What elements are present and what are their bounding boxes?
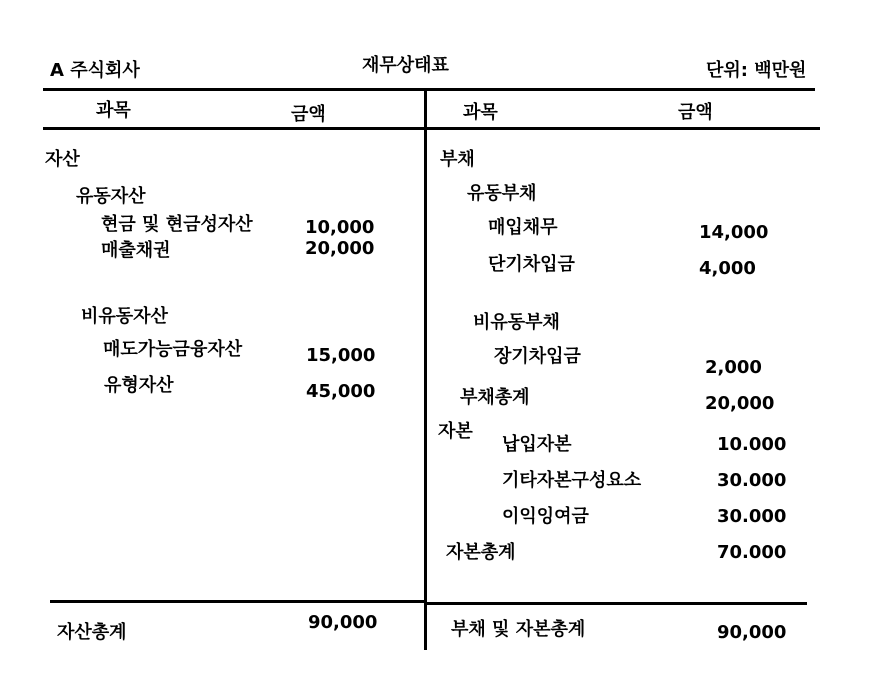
- total-liabilities-label: 부채총계: [460, 387, 530, 408]
- left-account-header: 과목: [96, 100, 131, 121]
- center-divider: [424, 90, 427, 650]
- equity-item-amount: 10.000: [717, 434, 787, 455]
- total-equity-label: 자본총계: [446, 542, 516, 563]
- total-assets-label: 자산총계: [57, 622, 127, 643]
- equity-item-amount: 30.000: [717, 506, 787, 527]
- liability-item-amount: 14,000: [699, 222, 769, 243]
- asset-item-amount: 45,000: [306, 381, 376, 402]
- noncurrent-liabilities-heading: 비유동부채: [473, 312, 560, 333]
- top-rule: [43, 88, 815, 91]
- liability-item-amount: 2,000: [705, 357, 762, 378]
- equity-heading: 자본: [438, 421, 473, 442]
- current-assets-heading: 유동자산: [76, 186, 146, 207]
- grand-total-amount: 90,000: [717, 622, 787, 643]
- total-equity-amount: 70.000: [717, 542, 787, 563]
- liabilities-heading: 부채: [440, 149, 475, 170]
- header-rule: [43, 127, 820, 130]
- total-assets-amount: 90,000: [308, 612, 378, 633]
- assets-heading: 자산: [45, 149, 80, 170]
- liability-item-amount: 4,000: [699, 258, 756, 279]
- liability-item-name: 단기차입금: [488, 254, 575, 275]
- unit-label: 단위: 백만원: [706, 60, 807, 81]
- equity-item-name: 이익잉여금: [502, 506, 589, 527]
- right-amount-header: 금액: [678, 102, 713, 123]
- liability-item-name: 장기차입금: [494, 346, 581, 367]
- asset-item-name: 매도가능금융자산: [103, 339, 243, 360]
- asset-item-name: 현금 및 현금성자산: [101, 214, 253, 235]
- right-account-header: 과목: [463, 102, 498, 123]
- noncurrent-assets-heading: 비유동자산: [81, 306, 168, 327]
- total-rule-left: [50, 600, 424, 603]
- grand-total-label: 부채 및 자본총계: [451, 619, 586, 640]
- asset-item-amount: 15,000: [306, 345, 376, 366]
- equity-item-name: 기타자본구성요소: [502, 470, 642, 491]
- current-liabilities-heading: 유동부채: [467, 183, 537, 204]
- total-liabilities-amount: 20,000: [705, 393, 775, 414]
- asset-item-amount: 10,000: [305, 217, 375, 238]
- equity-item-name: 납입자본: [502, 434, 572, 455]
- asset-item-amount: 20,000: [305, 238, 375, 259]
- liability-item-name: 매입채무: [488, 217, 558, 238]
- total-rule-right: [427, 602, 807, 605]
- equity-item-amount: 30.000: [717, 470, 787, 491]
- asset-item-name: 유형자산: [104, 375, 174, 396]
- statement-title: 재무상태표: [362, 55, 449, 76]
- left-amount-header: 금액: [291, 104, 326, 125]
- company-name: A 주식회사: [50, 60, 140, 81]
- asset-item-name: 매출채권: [101, 240, 171, 261]
